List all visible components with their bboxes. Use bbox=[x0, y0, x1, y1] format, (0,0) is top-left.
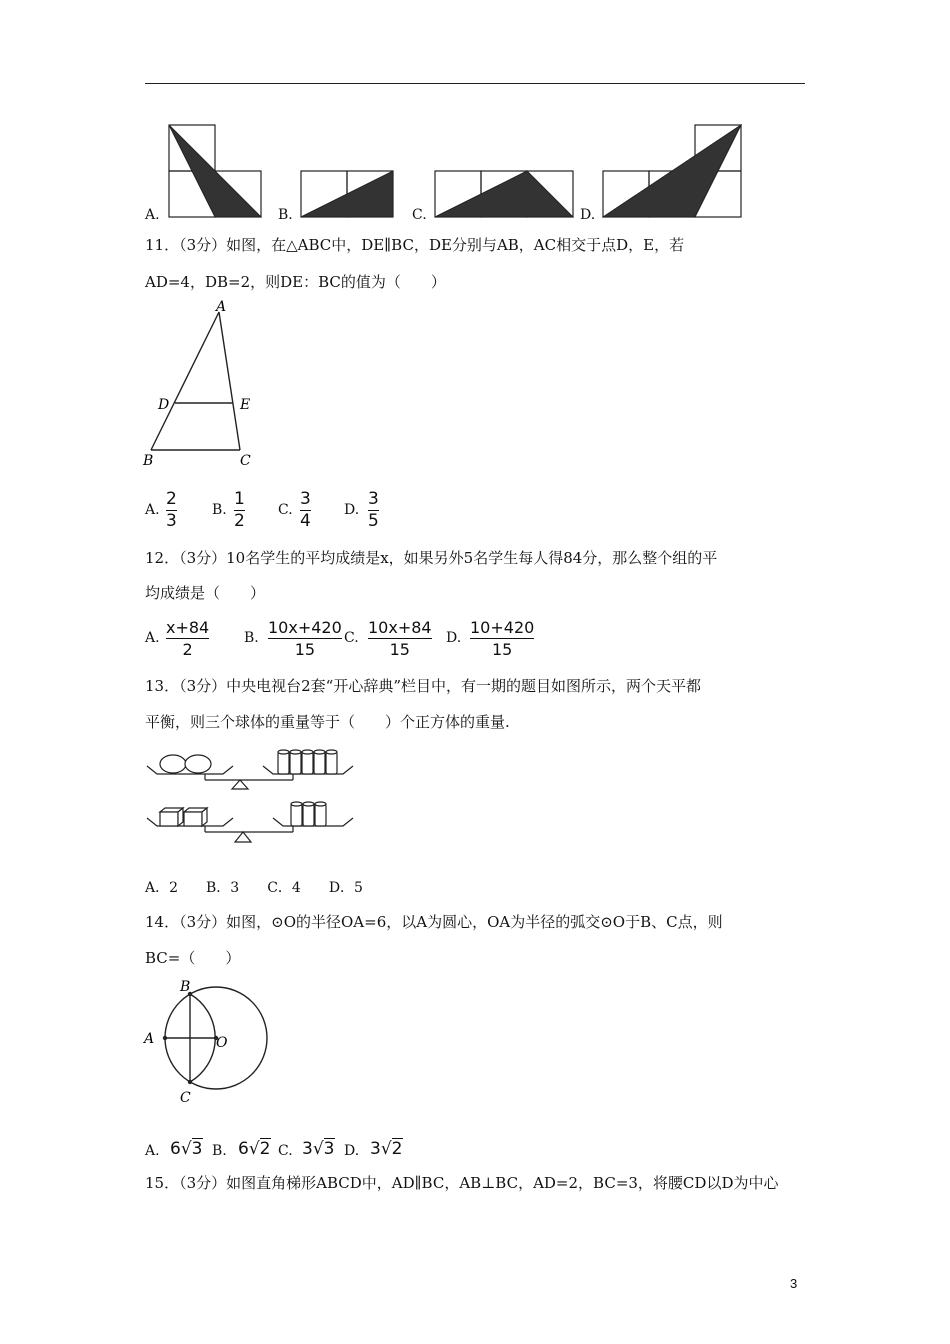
q12-option-d-label: D. bbox=[446, 630, 462, 646]
q13-stem-line2: 平衡，则三个球体的重量等于（ ）个正方体的重量. bbox=[145, 713, 510, 731]
q13-balance-figure bbox=[145, 748, 355, 850]
q10-option-a-label: A. bbox=[145, 207, 160, 223]
numerator: 10+420 bbox=[470, 618, 535, 637]
q10-option-b-label: B. bbox=[278, 207, 293, 223]
q11-label-c: C bbox=[240, 453, 251, 469]
q11-option-d-fraction bbox=[368, 490, 379, 531]
q11-option-b-fraction bbox=[234, 490, 245, 531]
numerator: 10x+84 bbox=[368, 618, 432, 637]
numerator: 1 bbox=[234, 489, 245, 509]
q14-option-b-label: B. bbox=[212, 1143, 227, 1159]
numerator: x+84 bbox=[166, 618, 210, 637]
q12-option-c-fraction bbox=[368, 618, 432, 659]
q14-label-b: B bbox=[180, 979, 191, 995]
q12-option-a-label: A. bbox=[145, 630, 160, 646]
denominator: 2 bbox=[234, 511, 245, 531]
q11-stem-line2: AD=4，DB=2，则DE：BC的值为（ ） bbox=[145, 273, 446, 291]
q14-stem-line2: BC=（ ） bbox=[145, 949, 241, 967]
q12-stem-line1: 12．（3分）10名学生的平均成绩是x，如果另外5名学生每人得84分，那么整个组的平 bbox=[145, 549, 718, 567]
denominator: 5 bbox=[368, 511, 379, 531]
q14-circle-figure bbox=[140, 975, 270, 1105]
header-rule bbox=[145, 83, 805, 84]
q11-label-e: E bbox=[240, 397, 251, 413]
q14-option-d-value: 3√2 bbox=[370, 1139, 403, 1159]
numerator: 3 bbox=[300, 489, 311, 509]
page-number: 3 bbox=[790, 1276, 798, 1291]
q14-option-d-label: D. bbox=[344, 1143, 360, 1159]
q10-figure-b bbox=[300, 170, 396, 218]
q15-stem-line1: 15．（3分）如图直角梯形ABCD中，AD∥BC，AB⊥BC，AD=2，BC=3，将腰CD以D为中心 bbox=[145, 1174, 779, 1192]
denominator: 2 bbox=[182, 640, 193, 659]
q11-option-a-fraction bbox=[166, 490, 177, 531]
sqrt-icon: √ bbox=[248, 1139, 260, 1159]
q10-figure-d bbox=[602, 124, 744, 218]
q14-label-a: A bbox=[144, 1031, 155, 1047]
q13-options: A．2 B．3 C．4 D．5 bbox=[145, 880, 363, 896]
denominator: 4 bbox=[300, 511, 311, 531]
denominator: 3 bbox=[166, 511, 177, 531]
q11-label-d: D bbox=[158, 397, 170, 413]
q11-label-a: A bbox=[216, 299, 227, 315]
q11-option-a-label: A. bbox=[145, 502, 160, 518]
numerator: 10x+420 bbox=[268, 618, 342, 637]
denominator: 15 bbox=[389, 640, 410, 659]
q11-label-b: B bbox=[143, 453, 154, 469]
q10-option-c-label: C. bbox=[412, 207, 427, 223]
q12-option-d-fraction bbox=[470, 618, 534, 659]
q14-option-c-label: C. bbox=[278, 1143, 293, 1159]
q12-stem-line2: 均成绩是（ ） bbox=[145, 584, 266, 602]
q14-label-o: O bbox=[216, 1035, 228, 1051]
q10-figure-c bbox=[434, 170, 576, 218]
q12-option-b-label: B. bbox=[244, 630, 259, 646]
numerator: 3 bbox=[368, 489, 379, 509]
q12-option-a-fraction bbox=[166, 618, 209, 659]
q11-triangle-figure bbox=[140, 298, 270, 473]
q11-option-d-label: D. bbox=[344, 502, 360, 518]
q11-option-b-label: B. bbox=[212, 502, 227, 518]
q12-option-b-fraction bbox=[268, 618, 342, 659]
q11-option-c-fraction bbox=[300, 490, 311, 531]
q14-option-a-label: A. bbox=[145, 1143, 160, 1159]
q14-option-c-value: 3√3 bbox=[302, 1139, 335, 1159]
q10-figure-a bbox=[168, 124, 264, 218]
q12-option-c-label: C. bbox=[344, 630, 359, 646]
q14-stem-line1: 14．（3分）如图，⊙O的半径OA=6，以A为圆心，OA为半径的弧交⊙O于B、C点，则 bbox=[145, 913, 723, 931]
q14-option-b-value: 6√2 bbox=[238, 1139, 271, 1159]
q10-option-d-label: D. bbox=[580, 207, 596, 223]
q13-stem-line1: 13．（3分）中央电视台2套“开心辞典”栏目中，有一期的题目如图所示，两个天平都 bbox=[145, 677, 702, 695]
sqrt-icon: √ bbox=[180, 1139, 192, 1159]
denominator: 15 bbox=[491, 640, 513, 659]
q14-label-c: C bbox=[180, 1090, 191, 1105]
numerator: 2 bbox=[166, 489, 177, 509]
q11-option-c-label: C. bbox=[278, 502, 293, 518]
q14-option-a-value: 6√3 bbox=[170, 1139, 203, 1159]
denominator: 15 bbox=[294, 640, 316, 659]
q11-stem-line1: 11．（3分）如图，在△ABC中，DE∥BC，DE分别与AB，AC相交于点D，E，若 bbox=[145, 236, 685, 254]
sqrt-icon: √ bbox=[312, 1139, 324, 1159]
sqrt-icon: √ bbox=[380, 1139, 392, 1159]
